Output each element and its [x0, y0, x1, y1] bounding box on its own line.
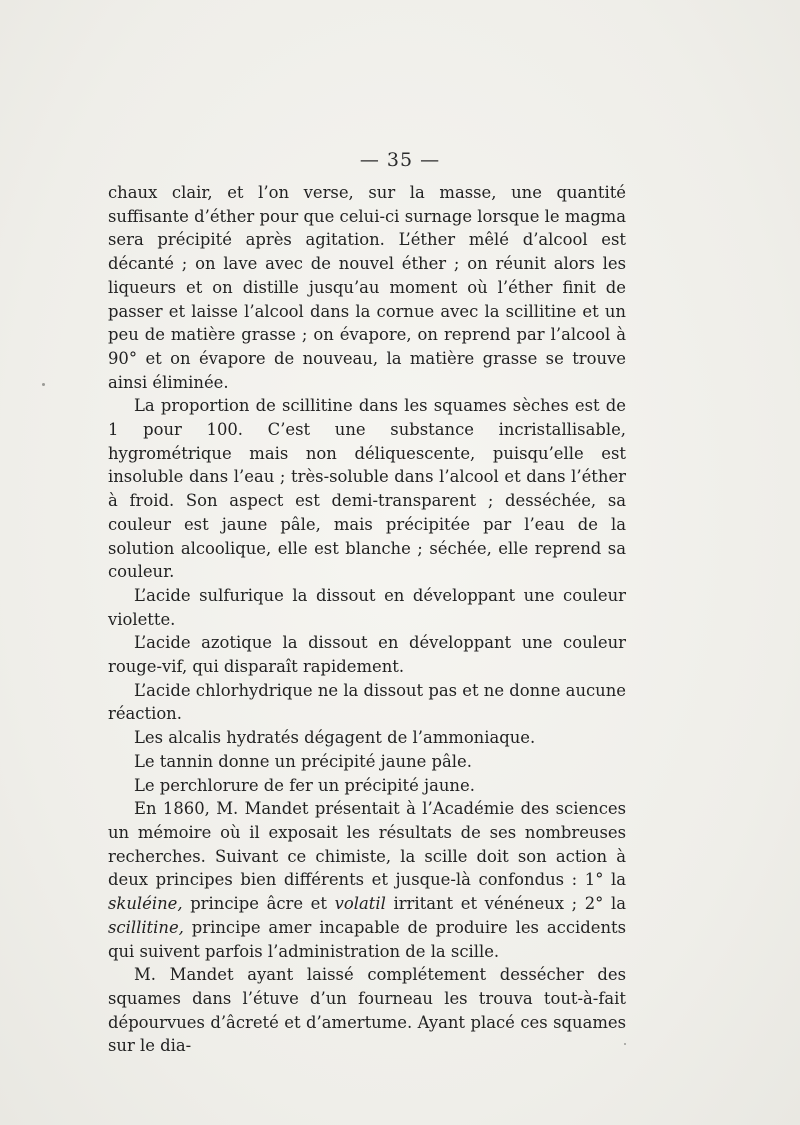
paragraph-3: L’acide sulfurique la dissout en développant une couleur violette.	[108, 585, 626, 629]
paragraph-5: L’acide chlorhydrique ne la dissout pas et ne donne aucune réaction.	[108, 680, 626, 724]
paragraph-9-part-3: principe âcre et	[182, 894, 335, 914]
paragraph-2: La proportion de scillitine dans les squames sèches est de 1 pour 100. C’est une substance incristallisable, hygrométrique mais non déliquescente, puisqu’elle est insoluble dans l’eau ; très-soluble dans l’alcool et dans l’éther à froid. Son aspect est demi-transparent ; desséchée, sa couleur est jaune pâle, mais précipitée par l’eau de la solution alcoolique, elle est blanche ; séchée, elle reprend sa couleur.	[108, 396, 626, 582]
page-number: — 35 —	[359, 149, 441, 171]
paragraph-9-part-5: irritant et vénéneux ; 2° la	[385, 894, 626, 914]
paragraph-9-part-7: principe amer incapable de produire les accidents qui suivent parfois l’administration de la scille.	[108, 917, 626, 961]
paragraph-10: M. Mandet ayant laissé complétement dessécher des squames dans l’étuve d’un fourneau les trouva tout-à-fait dépourvues d’âcreté et d’amertume. Ayant placé ces squames sur le dia-	[108, 965, 626, 1056]
paper-speck	[624, 1043, 626, 1045]
term-scillitine: scillitine,	[108, 917, 184, 937]
body-text	[108, 181, 626, 1058]
paragraph-7: Le tannin donne un précipité jaune pâle.	[134, 751, 472, 771]
paper-speck	[42, 383, 45, 386]
term-skuleine: skuléine,	[108, 894, 183, 914]
paragraph-1: chaux clair, et l’on verse, sur la masse, une quantité suffisante d’éther pour que celui-ci surnage lorsque le magma sera précipité après agitation. L’éther mêlé d’alcool est décanté ; on lave avec de nouvel éther ; on réunit alors les liqueurs et on distille jusqu’au moment où l’éther finit de passer et laisse l’alcool dans la cornue avec la scillitine et un peu de matière grasse ; on évapore, on reprend par l’alcool à 90° et on évapore de nouveau, la matière grasse se trouve ainsi éliminée.	[108, 183, 626, 392]
paragraph-8: Le perchlorure de fer un précipité jaune.	[134, 775, 475, 795]
paragraph-9	[108, 797, 626, 963]
paragraph-6: Les alcalis hydratés dégagent de l’ammoniaque.	[134, 728, 536, 748]
paragraph-4: L’acide azotique la dissout en développant une couleur rouge-vif, qui disparaît rapidement.	[108, 633, 626, 677]
paragraph-9-part-1: En 1860, M. Mandet présentait à l’Académie des sciences un mémoire où il exposait les résultats de ses nombreuses recherches. Suivant ce chimiste, la scille doit son action à deux principes bien différents et jusque-là confondus : 1° la	[108, 799, 626, 890]
term-volatil: volatil	[334, 894, 386, 914]
